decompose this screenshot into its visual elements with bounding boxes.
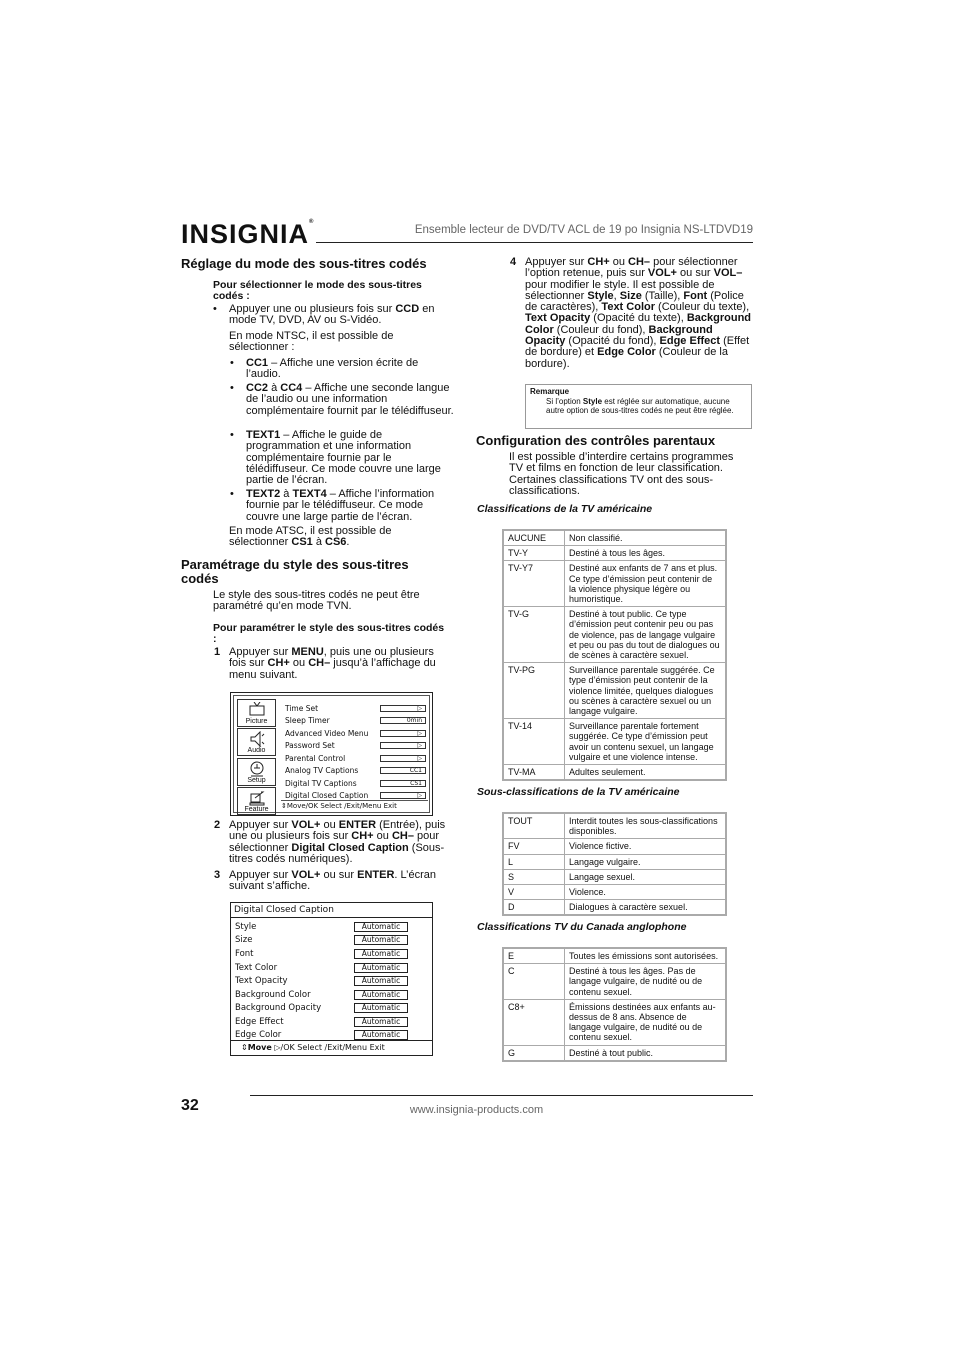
menu-item-parental-control: Parental Control (285, 754, 346, 763)
setup-icon (249, 761, 265, 777)
audio-tile: Audio (237, 728, 276, 756)
rating-code: FV (503, 839, 565, 854)
main-menu-screenshot (230, 692, 433, 816)
menu-value-sleep-timer: 0min (380, 717, 426, 724)
rating-code: S (503, 869, 565, 884)
rating-description: Destiné à tous les âges. Pas de langage vulgaire, de nudité ou de contenu sexuel. (565, 964, 727, 1000)
menu-item-digital-closed-caption: Digital Closed Caption (285, 791, 369, 800)
table-row (503, 885, 726, 900)
caption-item-font: Font (235, 949, 254, 959)
rating-description: Toutes les émissions sont autorisées. (565, 948, 727, 964)
rating-description: Destiné à tout public. Ce type d’émission peut contenir peu ou pas de violence, pas de langage vulgaire et peu ou pas du tout de dialogues ou de scènes à caractère sexuel. (565, 607, 727, 663)
rating-code: TV-G (503, 607, 565, 663)
menu-item-advanced-video: Advanced Video Menu (285, 729, 369, 738)
rating-description: Interdit toutes les sous-classifications disponibles. (565, 813, 727, 839)
rating-code: V (503, 885, 565, 900)
menu-item-analog-captions: Analog TV Captions (285, 766, 359, 775)
feature-icon (249, 790, 265, 806)
rating-description: Dialogues à caractère sexuel. (565, 900, 727, 916)
us-ratings-table (502, 529, 727, 781)
rating-code: TV-PG (503, 663, 565, 719)
caption-value-background-opacity: Automatic (354, 1003, 408, 1013)
menu-item-password-set: Password Set (285, 741, 335, 750)
caption-value-font: Automatic (354, 949, 408, 959)
menu-item-digital-captions: Digital TV Captions (285, 779, 357, 788)
caption-value-text-opacity: Automatic (354, 976, 408, 986)
subheading-select-mode: Pour sélectionner le mode des sous-titres codés : (213, 279, 422, 302)
rating-code: D (503, 900, 565, 916)
setup-tile: Setup (237, 758, 276, 786)
bullet-text2: • TEXT2 à TEXT4 – Affiche l’information fournie par le télédiffuseur. Ce mode couvre une large partie de l’écran. (230, 488, 435, 523)
table-row (503, 765, 726, 781)
rating-description: Adultes seulement. (565, 765, 727, 781)
table-row (503, 999, 726, 1045)
caption-item-background-color: Background Color (235, 990, 311, 1000)
rating-code: C (503, 964, 565, 1000)
rating-code: C8+ (503, 999, 565, 1045)
bullet-cc1: • CC1 – Affiche une version écrite de l’audio. (230, 357, 419, 381)
table-row (503, 607, 726, 663)
canada-ratings-table (502, 947, 727, 1062)
footer-rule (250, 1095, 753, 1096)
menu-item-sleep-timer: Sleep Timer (285, 716, 330, 725)
rating-code: TV-14 (503, 719, 565, 765)
rating-description: Surveillance parentale suggérée. Ce type d’émission peut contenir de la violence limitée, quelques dialogues ou scènes à caractère sexuel ou un langage vulgaire. (565, 663, 727, 719)
note-title: Remarque (530, 387, 570, 396)
table-row (503, 719, 726, 765)
parental-paragraph: Il est possible d’interdire certains programmes TV et films en fonction de leur classification. Certaines classifications TV ont des sous-classifications. (509, 451, 734, 497)
table-row (503, 813, 726, 839)
rating-code: TOUT (503, 813, 565, 839)
section-heading-caption-style: Paramétrage du style des sous-titres codés (181, 557, 409, 586)
bullet-ccd: • Appuyer une ou plusieurs fois sur CCD en mode TV, DVD, AV ou S-Vidéo. (213, 303, 435, 327)
bullet-cc2: • CC2 à CC4 – Affiche une seconde langue de l’audio ou une information complémentaire fournit par le télédiffuseur. (230, 382, 454, 417)
footer-url: www.insignia-products.com (409, 1104, 544, 1116)
menu-footer: ⇕Move/OK Select /Exit/Menu Exit (281, 800, 428, 811)
caption-canada-ratings: Classifications TV du Canada anglophone (477, 921, 687, 933)
menu-value-parental-control: ▷ (380, 755, 426, 762)
style-paragraph: Le style des sous-titres codés ne peut être paramétré qu’en mode TVN. (213, 589, 420, 613)
step-3: 3 Appuyer sur VOL+ ou sur ENTER. L’écran suivant s’affiche. (214, 869, 436, 893)
subheading-set-style: Pour paramétrer le style des sous-titres codés : (213, 622, 445, 645)
table-row (503, 854, 726, 869)
table-row (503, 869, 726, 884)
table-row (503, 561, 726, 607)
caption-menu-screenshot (230, 902, 433, 1056)
menu-item-time-set: Time Set (285, 704, 319, 713)
rating-code: TV-MA (503, 765, 565, 781)
page-number: 32 (181, 1097, 199, 1114)
table-row (503, 900, 726, 916)
menu-value-digital-closed-caption: ▷ (380, 792, 426, 799)
rating-description: Non classifié. (565, 530, 727, 546)
caption-item-text-color: Text Color (235, 963, 278, 973)
caption-item-background-opacity: Background Opacity (235, 1003, 322, 1013)
table-row (503, 1045, 726, 1061)
note-box (525, 384, 752, 429)
rating-code: G (503, 1045, 565, 1061)
caption-value-text-color: Automatic (354, 963, 408, 973)
rating-description: Langage sexuel. (565, 869, 727, 884)
header-title: Ensemble lecteur de DVD/TV ACL de 19 po Insignia NS-LTDVD19 (414, 224, 753, 236)
table-row (503, 964, 726, 1000)
rating-description: Destiné à tous les âges. (565, 546, 727, 561)
caption-value-edge-color: Automatic (354, 1030, 408, 1040)
caption-menu-title: Digital Closed Caption (231, 903, 432, 918)
rating-code: E (503, 948, 565, 964)
caption-item-text-opacity: Text Opacity (235, 976, 288, 986)
speaker-icon (249, 731, 265, 747)
note-text: Si l’option Style est réglée sur automatique, aucune autre option de sous-titres codés ne peut être réglée. (546, 397, 734, 415)
caption-item-edge-color: Edge Color (235, 1030, 282, 1040)
caption-item-style: Style (235, 922, 257, 932)
caption-value-size: Automatic (354, 935, 408, 945)
section-heading-parental: Configuration des contrôles parentaux (476, 433, 716, 448)
rating-code: TV-Y7 (503, 561, 565, 607)
rating-description: Destiné aux enfants de 7 ans et plus. Ce type d’émission peut contenir de la violence physique légère ou humoristique. (565, 561, 727, 607)
caption-value-style: Automatic (354, 922, 408, 932)
step-1: 1 Appuyer sur MENU, puis une ou plusieurs fois sur CH+ ou CH– jusqu’à l’affichage du menu suivant. (214, 646, 436, 681)
header-rule (316, 242, 753, 243)
rating-description: Violence. (565, 885, 727, 900)
caption-item-edge-effect: Edge Effect (235, 1017, 284, 1027)
rating-code: AUCUNE (503, 530, 565, 546)
table-row (503, 663, 726, 719)
caption-menu-footer: ⇕Move ▷/OK Select /Exit/Menu Exit (231, 1040, 432, 1055)
section-heading-caption-mode: Réglage du mode des sous-titres codés (181, 256, 427, 271)
caption-us-subratings: Sous-classifications de la TV américaine (477, 786, 680, 798)
caption-us-ratings: Classifications de la TV américaine (477, 503, 653, 515)
menu-value-time-set: ▷ (380, 705, 426, 712)
us-subratings-table (502, 812, 727, 916)
rating-description: Émissions destinées aux enfants au-dessus de 8 ans. Absence de langage vulgaire, de nudité ou de contenu sexuel. (565, 999, 727, 1045)
rating-code: L (503, 854, 565, 869)
caption-item-size: Size (235, 935, 253, 945)
menu-value-advanced-video: ▷ (380, 730, 426, 737)
menu-value-analog-captions: CC1 (380, 767, 426, 774)
caption-value-background-color: Automatic (354, 990, 408, 1000)
table-row (503, 948, 726, 964)
rating-code: TV-Y (503, 546, 565, 561)
step-4: 4 Appuyer sur CH+ ou CH– pour sélectionner l’option retenue, puis sur VOL+ ou sur VOL– pour modifier le style. Il est possible de sélectionner Style, Size (Taille), Font (Police de caractères), Text Color (Couleur du texte), Text Opacity (Opacité du texte), Background Color (Couleur du fond), Background Opacity (Opacité du fond), Edge Effect (Effet de bordure) et Edge Color (Couleur de la bordure). (510, 256, 752, 370)
tv-icon (249, 702, 265, 716)
menu-value-password-set: ▷ (380, 742, 426, 749)
rating-description: Langage vulgaire. (565, 854, 727, 869)
rating-description: Violence fictive. (565, 839, 727, 854)
feature-tile: Feature (237, 787, 276, 815)
table-row (503, 530, 726, 546)
rating-description: Destiné à tout public. (565, 1045, 727, 1061)
step-2: 2 Appuyer sur VOL+ ou ENTER (Entrée), puis une ou plusieurs fois sur CH+ ou CH– pour sélectionner Digital Closed Caption (Sous-titres codés numériques). (214, 819, 446, 865)
bullet-text1: • TEXT1 – Affiche le guide de programmation et une information complémentaire fournie par le télédiffuseur. Ce mode couvre une large partie de l’écran. (230, 429, 441, 487)
table-row (503, 546, 726, 561)
menu-value-digital-captions: CS1 (380, 780, 426, 787)
picture-tile: Picture (237, 699, 276, 727)
caption-value-edge-effect: Automatic (354, 1017, 408, 1027)
atsc-paragraph: En mode ATSC, il est possible de sélectionner CS1 à CS6. (229, 525, 392, 549)
insignia-logo: INSIGNIA® (181, 219, 315, 249)
ntsc-paragraph: En mode NTSC, il est possible de sélectionner : (229, 330, 394, 354)
rating-description: Surveillance parentale fortement suggérée. Ce type d’émission peut avoir un contenu sexuel, un langage vulgaire et une violence intense. (565, 719, 727, 765)
table-row (503, 839, 726, 854)
